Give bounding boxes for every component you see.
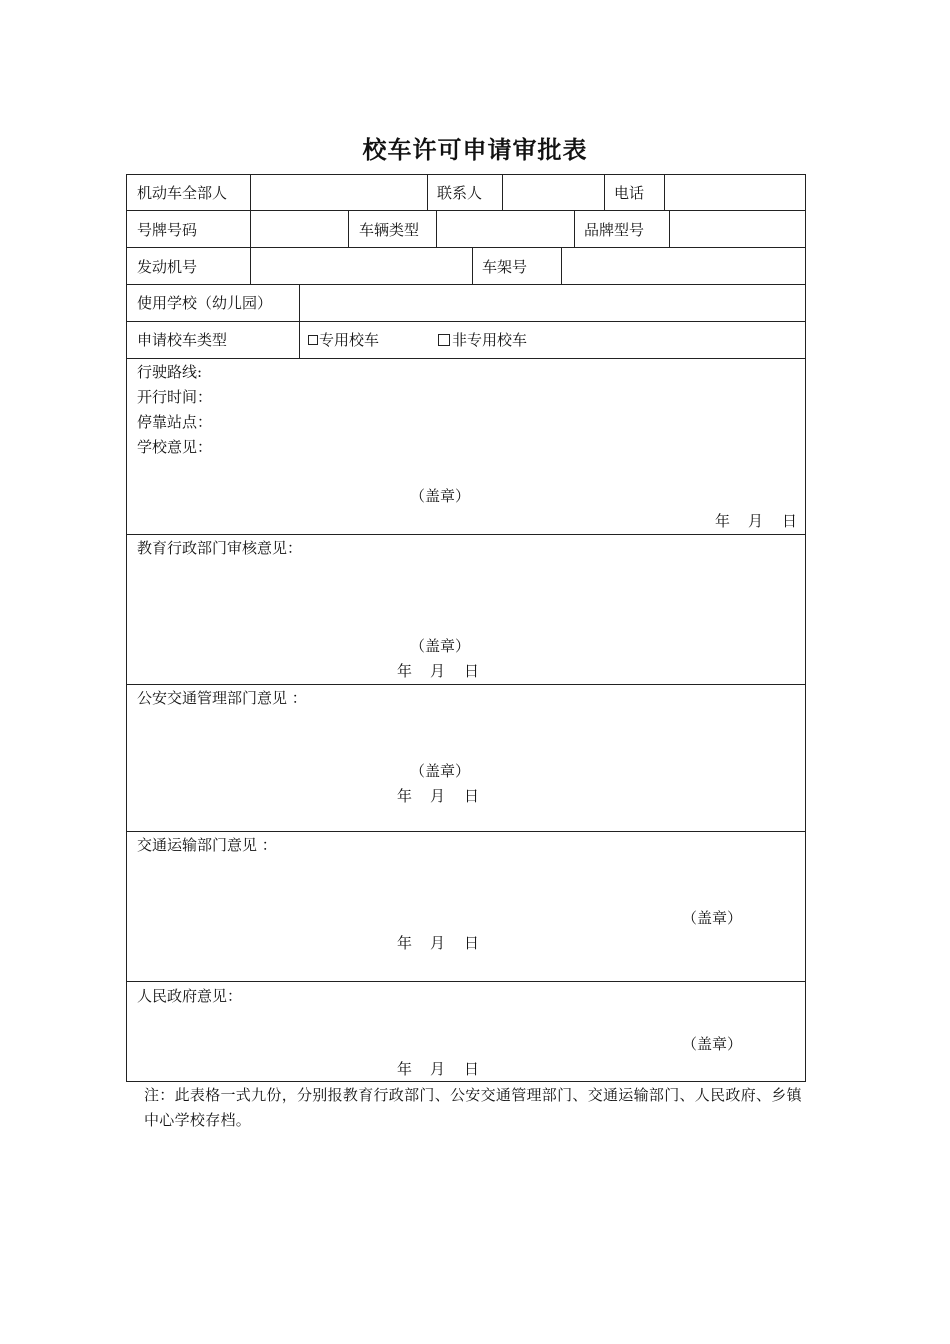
school-label: 使用学校（幼儿园） — [137, 294, 273, 312]
stops-label: 停靠站点： — [137, 413, 213, 431]
government-day: 日 — [464, 1060, 480, 1078]
cell-divider — [436, 210, 437, 247]
cell-divider — [561, 247, 562, 284]
approval-form — [126, 174, 806, 1082]
dedicated-checkbox[interactable] — [308, 335, 318, 345]
government-month: 月 — [430, 1060, 446, 1078]
frame-label: 车架号 — [482, 258, 528, 276]
cell-divider — [299, 284, 300, 358]
vehicle-type-label: 车辆类型 — [359, 221, 420, 239]
school-seal: （盖章） — [410, 487, 471, 505]
education-month: 月 — [430, 662, 446, 680]
section-divider — [127, 534, 805, 535]
school-opinion-label: 学校意见： — [137, 438, 213, 456]
cell-divider — [502, 175, 503, 210]
non-dedicated-option-label: 非专用校车 — [452, 331, 528, 349]
section-divider — [127, 684, 805, 685]
cell-divider — [574, 210, 575, 247]
police-opinion-label: 公安交通管理部门意见 ： — [137, 689, 307, 707]
school-month: 月 — [748, 512, 764, 530]
police-day: 日 — [464, 787, 480, 805]
cell-divider — [250, 210, 251, 247]
cell-divider — [664, 175, 665, 210]
government-seal: （盖章） — [682, 1035, 743, 1053]
police-year: 年 — [397, 787, 413, 805]
education-seal: （盖章） — [410, 637, 471, 655]
school-year: 年 — [715, 512, 731, 530]
cell-divider — [250, 247, 251, 284]
transport-month: 月 — [430, 934, 446, 952]
page-title: 校车许可申请审批表 — [362, 136, 588, 164]
dedicated-option-label: 专用校车 — [319, 331, 380, 349]
footnote: 注：此表格一式九份，分别报教育行政部门、公安交通管理部门、交通运输部门、人民政府、乡镇中心学校存档。 — [144, 1086, 802, 1129]
police-seal: （盖章） — [410, 762, 471, 780]
bus-type-label: 申请校车类型 — [137, 331, 228, 349]
cell-divider — [472, 247, 473, 284]
contact-label: 联系人 — [437, 184, 483, 202]
education-year: 年 — [397, 662, 413, 680]
phone-label: 电话 — [614, 184, 645, 202]
education-day: 日 — [464, 662, 480, 680]
row-divider — [127, 284, 805, 285]
cell-divider — [348, 210, 349, 247]
plate-label: 号牌号码 — [137, 221, 198, 239]
cell-divider — [250, 175, 251, 210]
row-divider — [127, 358, 805, 359]
school-day: 日 — [782, 512, 798, 530]
cell-divider — [669, 210, 670, 247]
owner-label: 机动车全部人 — [137, 184, 228, 202]
transport-opinion-label: 交通运输部门意见 ： — [137, 836, 277, 854]
brand-model-label: 品牌型号 — [584, 221, 645, 239]
time-label: 开行时间： — [137, 388, 213, 406]
row-divider — [127, 210, 805, 211]
police-month: 月 — [430, 787, 446, 805]
section-divider — [127, 981, 805, 982]
transport-seal: （盖章） — [682, 909, 743, 927]
engine-label: 发动机号 — [137, 258, 198, 276]
government-year: 年 — [397, 1060, 413, 1078]
section-divider — [127, 831, 805, 832]
transport-year: 年 — [397, 934, 413, 952]
cell-divider — [604, 175, 605, 210]
government-opinion-label: 人民政府意见： — [137, 987, 243, 1005]
cell-divider — [427, 175, 428, 210]
transport-day: 日 — [464, 934, 480, 952]
route-label: 行驶路线: — [137, 363, 203, 381]
row-divider — [127, 247, 805, 248]
education-opinion-label: 教育行政部门审核意见： — [137, 539, 303, 557]
non-dedicated-checkbox[interactable] — [438, 334, 450, 346]
row-divider — [127, 321, 805, 322]
